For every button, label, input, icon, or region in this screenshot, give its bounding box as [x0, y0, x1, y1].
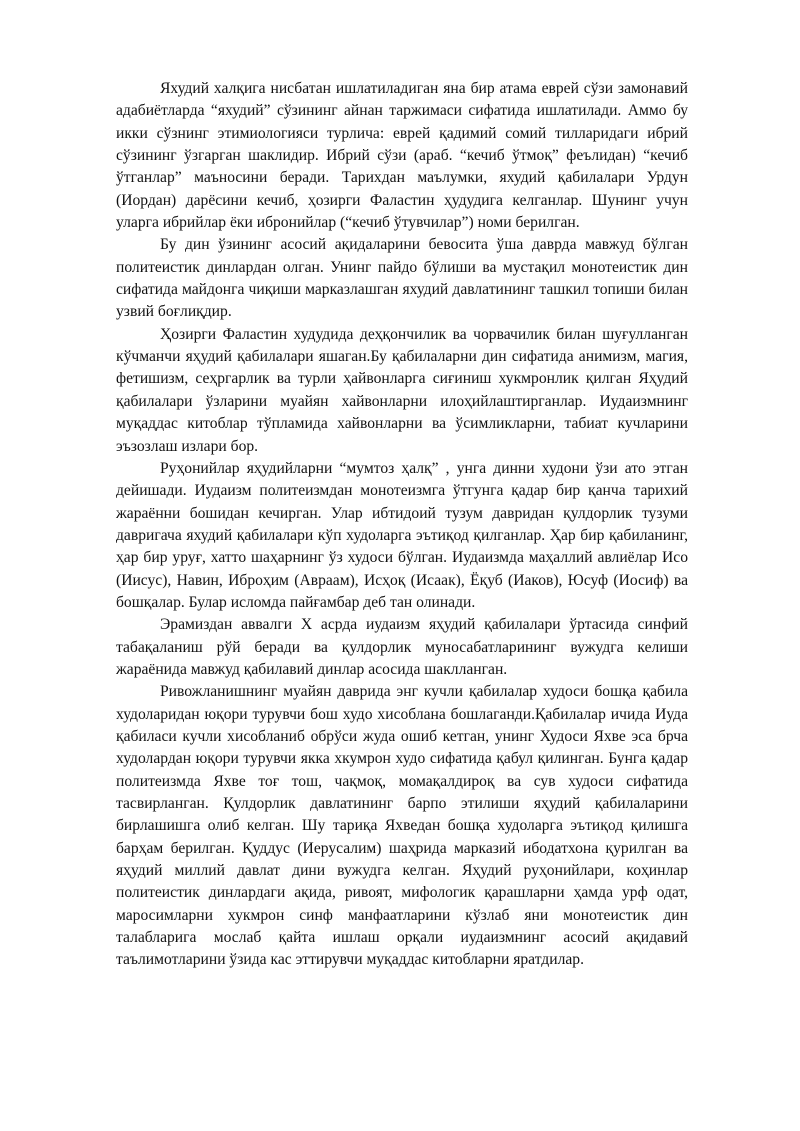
paragraph-3: Ҳозирги Фаластин худудида деҳқончилик ва чорвачилик билан шуғулланган кўчманчи яҳудий қабилалари яшаган.Бу қабилаларни дин сифатида анимизм, магия, фетишизм, сеҳргарлик ва турли ҳайвонларга сиғиниш хукмронлик қилган Яҳудий қабилалари ўзларини муайян хайвонларни илоҳийлаштирганлар. Иудаизмнинг муқаддас китоблар тўпламида хайвонларни ва ўсимликларни, табиат кучларини эъзозлаш излари бор.: [116, 325, 688, 455]
paragraph-1: Яхудий халқига нисбатан ишлатиладиган яна бир атама еврей сўзи замонавий адабиётларда “яхудий” сўзининг айнан таржимаси сифатида ишлатилади. Аммо бу икки сўзнинг этимиологияси турлича: еврей қадимий сомий тилларидаги ибрий сўзининг ўзгарган шаклидир. Ибрий сўзи (араб. “кечиб ўтмоқ” феълидан) “кечиб ўтганлар” маъносини беради. Тарихдан маълумки, яхудий қабилалари Урдун (Иордан) дарёсини кечиб, ҳозирги Фаластин ҳудудига келганлар. Шунинг учун уларга ибрийлар ёки ибронийлар (“кечиб ўтувчилар”) номи берилган.: [116, 80, 688, 232]
paragraph-6: Ривожланишнинг муайян даврида энг кучли қабилалар худоси бошқа қабила худоларидан юқори турувчи бош худо хисоблана бошлаганди.Қабилалар ичида Иуда қабиласи кучли хисобланиб обрўси жуда ошиб кетган, унинг Худоси Яхве эса брча худолардан юқори турувчи якка хкумрон худо сифатида қабул қилинган. Бунга қадар политеизмда Яхве тоғ тош, чақмоқ, момақалдироқ ва сув худоси сифатида тасвирланган. Қулдорлик давлатининг барпо этилиши яҳудий қабилаларини бирлашишга олиб келган. Шу тариқа Яхведан бошқа худоларга эътиқод қилишга барҳам берилган. Қуддус (Иерусалим) шаҳрида марказий ибодатхона қурилган ва яҳудий миллий давлат дини вужудга келган. Яҳудий руҳонийлари, коҳинлар политеистик динлардаги ақида, ривоят, мифологик қарашларни ҳамда урф одат, маросимларни хукмрон синф манфаатларини кўзлаб яни монотеистик дин талабларига мослаб қайта ишлаш орқали иудаизмнинг асосий ақидавий таълимотларини ўзида кас эттирувчи муқаддас китобларни яратдилар.: [116, 683, 688, 969]
paragraph-4: Руҳонийлар яҳудийларни “мумтоз ҳалқ” , унга динни худони ўзи ато этган дейишади. Иудаизм политеизмдан монотеизмга ўтгунга қадар бир қанча тарихий жараённи бошидан кечирган. Улар ибтидоий тузум давридан қулдорлик тузуми давригача яхудий қабилалари кўп худоларга эътиқод қилганлар. Ҳар бир қабиланинг, ҳар бир уруғ, хатто шаҳарнинг ўз худоси бўлган. Иудаизмда маҳаллий авлиёлар Исо (Иисус), Навин, Иброҳим (Авраам), Исҳоқ (Исаак), Ёқуб (Иаков), Юсуф (Иосиф) ва бошқалар. Булар исломда пайғамбар деб тан олинади.: [116, 459, 688, 611]
paragraph-2: Бу дин ўзининг асосий ақидаларини бевосита ўша даврда мавжуд бўлган политеистик динлардан олган. Унинг пайдо бўлиши ва мустақил монотеистик дин сифатида майдонга чиқиши марказлашган яхудий давлатининг ташкил топиши билан узвий боғлиқдир.: [116, 236, 688, 321]
paragraph-5: Эрамиздан аввалги X асрда иудаизм яҳудий қабилалари ўртасида синфий табақаланиш рўй беради ва қулдорлик муносабатларининг вужудга келиши жараёнида мавжуд қабилавий динлар асосида шаклланган.: [116, 616, 688, 678]
document-page: [116, 78, 688, 972]
